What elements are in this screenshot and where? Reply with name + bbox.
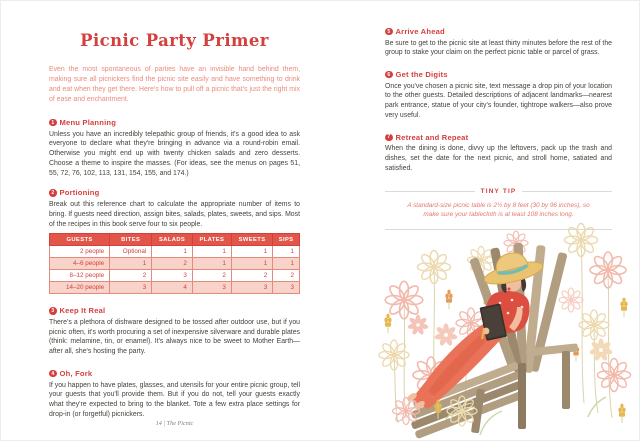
divider (385, 191, 475, 192)
right-page (385, 27, 612, 230)
section-body: If you happen to have plates, glasses, and utensils for your entire picnic group, tell your guests that you'll provide them. But if you do not, tell your guests exactly what they're expected to bring to the blanket. Tote a few extra place settings for drop-in (or forgetful) picnickers. (49, 381, 300, 418)
table-row (50, 258, 300, 270)
section-title: Portioning (59, 188, 100, 198)
picnic-illustration (376, 203, 634, 441)
section-header (385, 70, 612, 79)
table-cell: 4 (152, 282, 193, 294)
table-cell: 1 (110, 258, 152, 270)
table-cell: 1 (273, 246, 300, 258)
section-header (385, 27, 612, 36)
table-cell: 1 (192, 258, 231, 270)
tiny-tip-label: TINY TIP (480, 187, 517, 195)
section-number-badge: 4 (49, 370, 57, 378)
section-keep-it-real (49, 306, 300, 357)
table-row (50, 282, 300, 294)
section-body: Once you've chosen a picnic site, text message a drop pin of your location to the other guests. Detailed descriptions of adjacent landmarks—nearest park entrance, statue of your city's founder, tightrope walkers—also prove very useful. (385, 82, 612, 119)
section-get-the-digits (385, 70, 612, 121)
section-arrive-ahead (385, 27, 612, 58)
table-header-cell: BITES (110, 234, 152, 246)
section-number-badge: 7 (385, 134, 393, 142)
section-title: Get the Digits (395, 70, 448, 80)
table-cell: Optional (110, 246, 152, 258)
section-title: Menu Planning (59, 118, 117, 127)
table-cell: 1 (273, 258, 300, 270)
lips (508, 288, 511, 291)
table-cell: 2 (273, 270, 300, 282)
section-header (49, 188, 300, 197)
page-title: Picnic Party Primer (80, 31, 269, 50)
left-page (49, 31, 300, 430)
table-header-cell: SALADS (152, 234, 193, 246)
table-cell: 4–6 people (50, 258, 110, 270)
tiny-tip-text: A standard-size picnic table is 2½ by 8 feet (30 by 96 inches), so make sure your tablecloth is at least 108 inches long. (407, 201, 590, 219)
section-retreat-and-repeat (385, 133, 612, 174)
section-oh-fork (49, 369, 300, 420)
table-cell: 2 people (50, 246, 110, 258)
table-row (50, 270, 300, 282)
divider (522, 191, 612, 192)
table-header-cell: PLATES (192, 234, 231, 246)
section-header (385, 133, 612, 142)
table-cell: 2 (152, 258, 193, 270)
table-cell: 3 (152, 270, 193, 282)
table-header-cell: SIPS (273, 234, 300, 246)
table-header-cell: GUESTS (50, 234, 110, 246)
section-number-badge: 2 (49, 189, 57, 197)
table-cell: 14–20 people (50, 282, 110, 294)
table-cell: 3 (273, 282, 300, 294)
section-number-badge: 1 (49, 119, 57, 127)
table-cell: 1 (231, 246, 272, 258)
section-number-badge: 3 (49, 307, 57, 315)
table-cell: 2 (192, 270, 231, 282)
table-cell: 8–12 people (50, 270, 110, 282)
table-cell: 1 (152, 246, 193, 258)
table-cell: 3 (231, 282, 272, 294)
section-body: Break out this reference chart to calculate the appropriate number of items to bring. If guests need direction, assign bites, salads, plates, sweets, and sips. Most of the recipes in this book serve four to six people. (49, 200, 300, 228)
section-body: Be sure to get to the picnic site at least thirty minutes before the rest of the group to stake your claim on the perfect picnic table or parcel of grass. (385, 39, 612, 57)
section-header (49, 306, 300, 315)
portion-table (49, 233, 300, 294)
table-cell: 1 (192, 246, 231, 258)
table-cell: 2 (231, 270, 272, 282)
table-cell: 3 (110, 282, 152, 294)
section-title: Arrive Ahead (395, 27, 445, 36)
section-body: There's a plethora of dishware designed to be tossed after outdoor use, but if you picnic often, it's worth procuring a set of inexpensive silverware and durable plates (think: melamine, tin, or enamel). It's always nice to be sweet to Mother Earth—after all, she's hosting the party. (49, 318, 300, 356)
table-header-cell: SWEETS (231, 234, 272, 246)
section-body: When the dining is done, divvy up the leftovers, pack up the trash and dishes, set the date for the next picnic, and stroll home, satiated and satisfied. (385, 145, 612, 172)
section-portioning (49, 188, 300, 229)
section-header (49, 369, 300, 378)
section-number-badge: 6 (385, 71, 393, 79)
section-title: Keep It Real (59, 306, 106, 316)
tiny-tip-header (385, 188, 612, 195)
section-body: Unless you have an incredibly telepathic group of friends, it's a good idea to ask everyone to declare what they're bringing in advance via a round-robin email. Otherwise you might end up with twenty chicken salads and zero desserts. Choose a theme to inspire the masses. (For ideas, see the menus on pages 51, 55, 72, 76, 102, 113, 131, 154, 155, and 174.) (49, 130, 300, 177)
table-row (50, 246, 300, 258)
section-number-badge: 5 (385, 28, 393, 36)
page-footer: 14 | The Picnic (155, 420, 194, 427)
section-menu-planning (49, 118, 300, 178)
intro-paragraph: Even the most spontaneous of parties have an invisible hand behind them, making sure all picnickers find the picnic site easily and have something to drink and eat when they get there. Here's how to pull off a picnic that's just the right mix of ease and enchantment. (49, 66, 300, 103)
section-header (49, 118, 300, 127)
table-cell: 2 (110, 270, 152, 282)
section-title: Retreat and Repeat (395, 132, 469, 142)
table-cell: 1 (231, 258, 272, 270)
table-cell: 3 (192, 282, 231, 294)
table-header-row (50, 234, 300, 246)
section-title: Oh, Fork (59, 369, 93, 379)
